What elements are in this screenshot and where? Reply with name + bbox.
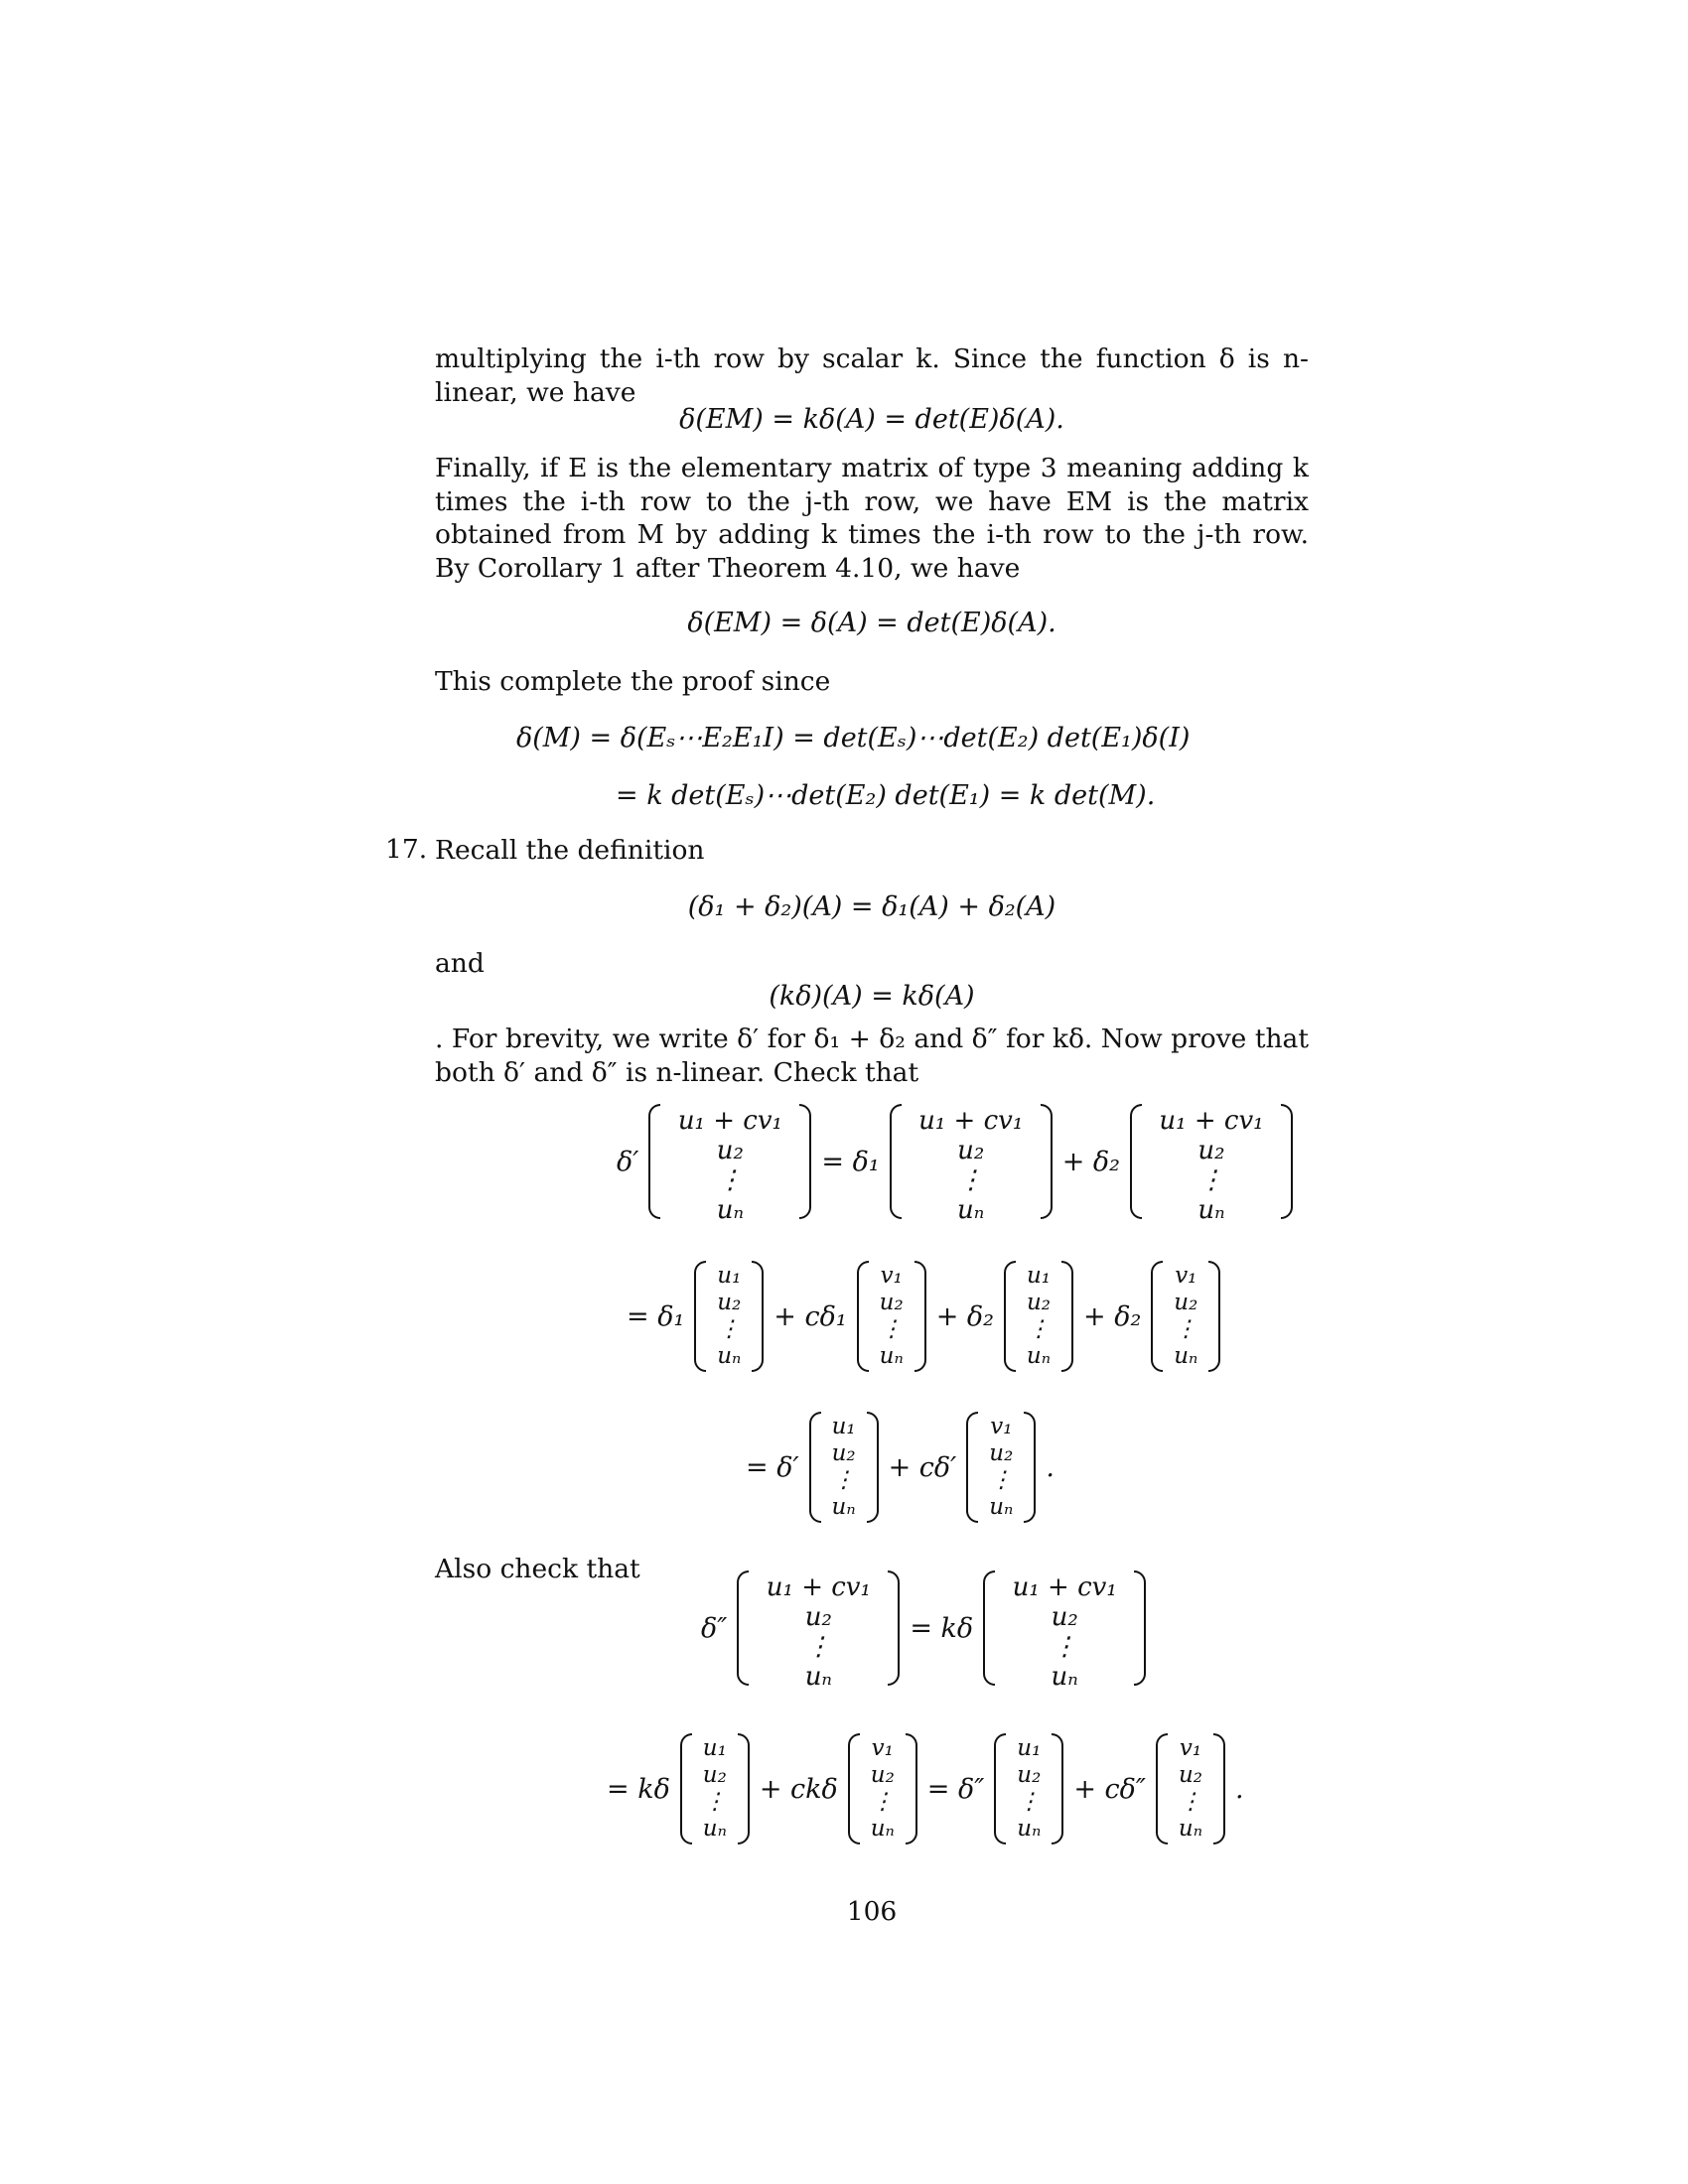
column-vector: u₁ + cv₁ u₂ ⋮ uₙ: [983, 1570, 1146, 1686]
column-vector: u₁ + cv₁ u₂ ⋮ uₙ: [648, 1104, 811, 1219]
term: + δ₂: [1083, 1300, 1142, 1332]
item-number: 17.: [385, 834, 428, 865]
equation-2: δ(EM) = δ(A) = det(E)δ(A).: [687, 608, 1056, 638]
matrix-row-3: [740, 1412, 1060, 1523]
equation-3: δ(M) = δ(Eₛ⋯E₂E₁I) = det(Eₛ)⋯det(E₂) det(E₁)δ(I): [516, 723, 1191, 753]
paragraph-4: Recall the definition: [435, 835, 705, 866]
term: + ckδ: [759, 1773, 838, 1805]
paragraph-5: and: [435, 948, 485, 979]
term: + δ₂: [1061, 1146, 1120, 1177]
paragraph-3: This complete the proof since: [435, 666, 831, 697]
matrix-row-1: [611, 1104, 1297, 1225]
matrix-row-4: [695, 1570, 1150, 1692]
term: = δ₁: [821, 1146, 880, 1177]
paragraph-1: multiplying the i-th row by scalar k. Since the function δ is n-linear, we have: [435, 343, 1309, 408]
paragraph-7: Also check that: [435, 1554, 640, 1584]
column-vector: v₁ u₂ ⋮ uₙ: [1156, 1733, 1225, 1844]
paragraph-2: Finally, if E is the elementary matrix of type 3 meaning adding k times the i-th row to the j-th row, we have EM is the matrix obtained from M by adding k times the i-th row to the j-th row. By Corollary 1 after Theorem 4.10, we have: [435, 453, 1309, 584]
matrix-row-5: [601, 1733, 1250, 1844]
term: + cδ₁: [774, 1300, 847, 1332]
page-number: 106: [846, 1896, 898, 1927]
term: + cδ″: [1073, 1773, 1146, 1805]
term: .: [1046, 1451, 1055, 1483]
equation-5: (δ₁ + δ₂)(A) = δ₁(A) + δ₂(A): [687, 891, 1056, 922]
column-vector: u₁ + cv₁ u₂ ⋮ uₙ: [737, 1570, 900, 1686]
term: δ′: [617, 1146, 639, 1177]
equation-6: (kδ)(A) = kδ(A): [769, 981, 975, 1012]
term: = δ″: [926, 1773, 985, 1805]
paragraph-6: . For brevity, we write δ′ for δ₁ + δ₂ and δ″ for kδ. Now prove that both δ′ and δ″ is n-linear. Check that: [435, 1024, 1309, 1088]
column-vector: u₁ + cv₁ u₂ ⋮ uₙ: [1130, 1104, 1293, 1219]
equation-1: δ(EM) = kδ(A) = det(E)δ(A).: [679, 404, 1064, 435]
term: + δ₂: [935, 1300, 994, 1332]
term: = δ₁: [627, 1300, 685, 1332]
column-vector: v₁ u₂ ⋮ uₙ: [966, 1412, 1036, 1523]
column-vector: u₁ u₂ ⋮ uₙ: [680, 1733, 750, 1844]
column-vector: v₁ u₂ ⋮ uₙ: [1151, 1261, 1220, 1372]
column-vector: u₁ u₂ ⋮ uₙ: [809, 1412, 879, 1523]
equation-4: = k det(Eₛ)⋯det(E₂) det(E₁) = k det(M).: [616, 780, 1156, 811]
term: = kδ: [607, 1773, 670, 1805]
column-vector: u₁ + cv₁ u₂ ⋮ uₙ: [890, 1104, 1053, 1219]
term: .: [1235, 1773, 1244, 1805]
column-vector: u₁ u₂ ⋮ uₙ: [1004, 1261, 1073, 1372]
term: = kδ: [910, 1612, 974, 1644]
column-vector: v₁ u₂ ⋮ uₙ: [857, 1261, 926, 1372]
column-vector: u₁ u₂ ⋮ uₙ: [994, 1733, 1063, 1844]
matrix-row-2: [621, 1261, 1224, 1372]
column-vector: u₁ u₂ ⋮ uₙ: [694, 1261, 764, 1372]
term: + cδ′: [888, 1451, 957, 1483]
column-vector: v₁ u₂ ⋮ uₙ: [848, 1733, 917, 1844]
term: = δ′: [746, 1451, 799, 1483]
term: δ″: [701, 1612, 728, 1644]
